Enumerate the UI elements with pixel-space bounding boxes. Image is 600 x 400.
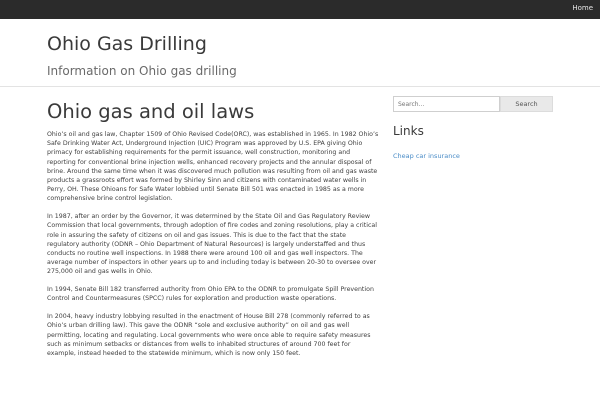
links-widget-title: Links xyxy=(393,124,424,138)
post-paragraph: Ohio’s oil and gas law, Chapter 1509 of Ohio Revised Code(ORC), was established in 1965. In 1982 Ohio’s Safe Drinking Water Act, Underground Injection (UIC) Program was approved by U.S. EPA giving Ohio primacy for establishing requirements for the permit issuance, well construction, monitoring and reporting for conventional brine injection wells, enhanced recovery projects and the annular disposal of brine. Around the same time when it was discovered much pollution was resulting from oil and gas waste products a grassroots effort was formed by Shirley Sinn and citizens with contaminated water wells in Perry, OH. These Ohioans for Safe Water lobbied until Senate Bill 501 was enacted in 1985 as a more comprehensive brine control legislation. xyxy=(47,131,379,203)
site-description: Information on Ohio gas drilling xyxy=(47,64,237,78)
top-navigation-bar xyxy=(0,0,600,19)
search-form xyxy=(393,96,553,112)
post-paragraph: In 2004, heavy industry lobbying resulted in the enactment of House Bill 278 (commonly referred to as Ohio’s urban drilling law). This gave the ODNR “sole and exclusive authority” on oil and gas well permitting, locating and regulating. Local governments who were once able to require safety measures such as minimum setbacks or distances from wells to inhabited structures of around 700 feet for example, instead heeded to the statewide minimum, which is now only 150 feet. xyxy=(47,313,371,358)
site-title[interactable]: Ohio Gas Drilling xyxy=(47,33,207,55)
main-content xyxy=(47,100,379,367)
nav-link-home[interactable]: Home xyxy=(572,4,593,12)
post-title: Ohio gas and oil laws xyxy=(47,100,255,123)
header-divider xyxy=(0,86,600,87)
post-paragraph: In 1987, after an order by the Governor, it was determined by the State Oil and Gas Regulatory Review Commission that local governments, through adoption of fire codes and zoning resolutions, play a critical role in assuring the safety of citizens on oil and gas issues. This is due to the fact that the state regulatory authority (ODNR – Ohio Department of Natural Resources) is largely understaffed and thus conducts no routine well inspections. In 1988 there were around 100 oil and gas well inspectors. The average number of inspectors in other years up to and including today is between 20-30 to oversee over 275,000 oil and gas wells in Ohio. xyxy=(47,213,377,276)
search-button[interactable]: Search xyxy=(500,96,553,112)
search-input[interactable] xyxy=(393,96,500,112)
link-cheap-car-insurance[interactable]: Cheap car insurance xyxy=(393,152,460,160)
post-paragraph: In 1994, Senate Bill 182 transferred authority from Ohio EPA to the ODNR to promulgate Spill Prevention Control and Countermeasures (SPCC) rules for exploration and production waste operations. xyxy=(47,286,374,303)
site-header xyxy=(47,33,237,78)
sidebar xyxy=(393,96,553,162)
